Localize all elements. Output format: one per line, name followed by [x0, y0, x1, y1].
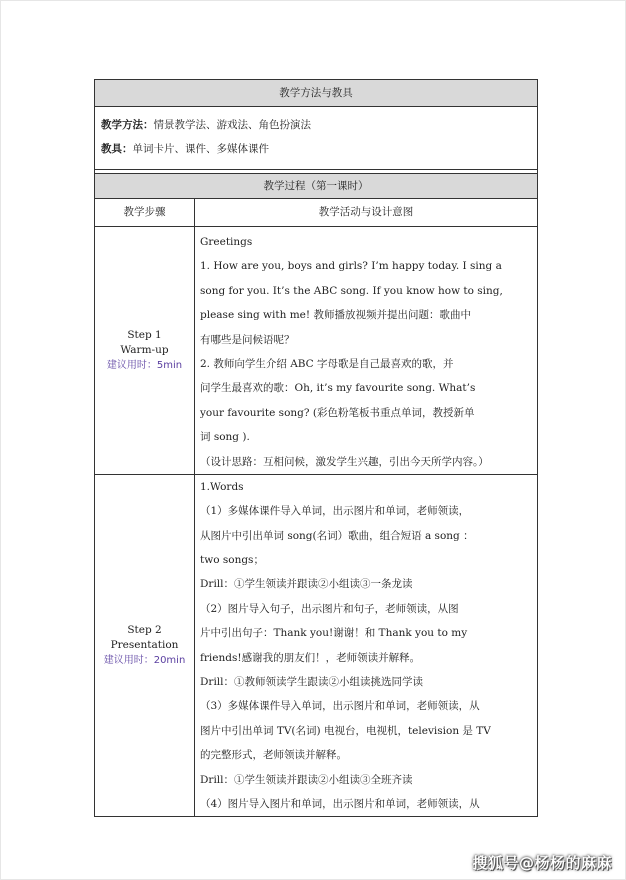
step-2-content [195, 474, 538, 816]
teaching-aids-label: 教具： [101, 143, 133, 155]
step-2-drill: Drill：①学生领读并跟读②小组读③一条龙读 [200, 578, 413, 591]
step-2-subtitle: Presentation [110, 639, 179, 652]
step-1-line: your favourite song? (彩色粉笔板书重点单词，教授新单 [200, 406, 475, 419]
step-2-name: Step 2 [127, 624, 162, 637]
step-2-line: 的完整形式，老师领读并解释。 [200, 749, 347, 762]
step-2-line: 1.Words [200, 480, 244, 493]
teaching-methods-label: 教学方法： [101, 119, 154, 131]
step-2-line: （2）图片导入句子，出示图片和句子，老师领读，从图 [200, 602, 459, 615]
process-section-title: 教学过程（第一课时） [95, 174, 538, 199]
step-1-name: Step 1 [127, 328, 162, 341]
step-1-line: 词 song ). [200, 431, 250, 444]
step-2-time: 建议用时：20min [103, 655, 186, 667]
step-1-line: 有哪些是问候语呢？ [200, 333, 295, 346]
step-1-line: please sing with me! 教师播放视频并提出问题：歌曲中 [200, 309, 471, 322]
teaching-methods-value: 情景教学法、游戏法、角色扮演法 [153, 119, 311, 131]
step-1-design-note: （设计思路：互相问候，激发学生兴趣，引出今天所学内容。） [200, 455, 489, 468]
methods-section-title: 教学方法与教具 [95, 80, 538, 107]
step-1-content [195, 227, 538, 475]
step-2-line: 图片中引出单词 TV(名词) 电视台，电视机，television 是 TV [200, 724, 491, 737]
step-2-line: （3）多媒体课件导入单词，出示图片和单词，老师领读，从 [200, 700, 480, 713]
step-2-line: friends!感谢我的朋友们！，老师领读并解释。 [200, 651, 421, 664]
teaching-methods-line [101, 113, 529, 137]
step-2-line: 从图片中引出单词 song(名词）歌曲，组合短语 a song ： [200, 529, 474, 542]
step-1-subtitle: Warm-up [120, 343, 169, 356]
activities-column-header: 教学活动与设计意图 [195, 199, 538, 227]
teaching-aids-line [101, 137, 529, 161]
watermark: 搜狐号@杨杨的麻麻 [472, 854, 612, 872]
step-1-line: 1. How are you, boys and girls? I’m happy today. I sing a [200, 260, 502, 273]
step-2-line: （4）图片导入图片和单词，出示图片和单词，老师领读，从 [200, 797, 480, 810]
lesson-plan-table [94, 79, 538, 817]
steps-column-header: 教学步骤 [95, 199, 195, 227]
step-2-line: 片中引出句子：Thank you!谢谢！和 Thank you to my [200, 627, 468, 640]
step-2-drill: Drill：①教师领读学生跟读②小组读挑选同学读 [200, 676, 424, 689]
step-1-line: 问学生最喜欢的歌：Oh, it’s my favourite song. What’s [200, 382, 476, 395]
step-2-line: （1）多媒体课件导入单词，出示图片和单词，老师领读， [200, 505, 470, 518]
step-1-time: 建议用时：5min [106, 359, 183, 371]
step-1-line: song for you. It’s the ABC song. If you know how to sing, [200, 284, 503, 297]
teaching-aids-value: 单词卡片、课件、多媒体课件 [132, 143, 269, 155]
methods-cell [95, 107, 538, 170]
step-1-line: 2. 教师向学生介绍 ABC 字母歌是自己最喜欢的歌，并 [200, 357, 454, 370]
step-2-cell [95, 474, 195, 816]
step-2-line: two songs； [200, 554, 264, 567]
step-2-drill: Drill：①学生领读并跟读②小组读③全班齐读 [200, 773, 413, 786]
step-1-cell [95, 227, 195, 475]
step-1-line: Greetings [200, 236, 253, 248]
